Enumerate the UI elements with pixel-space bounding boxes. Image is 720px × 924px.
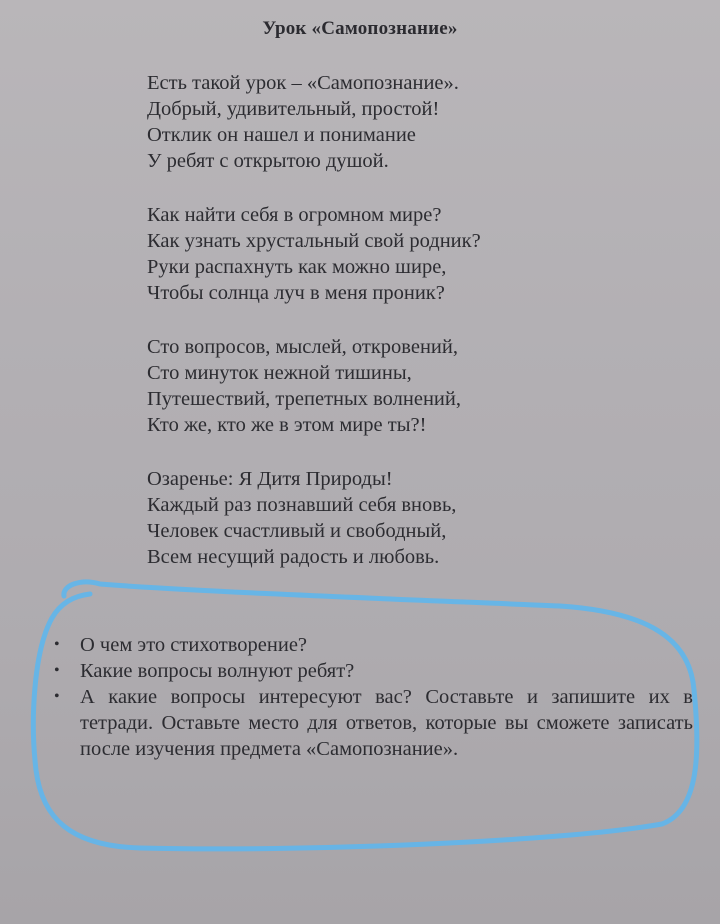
poem-stanza-3: [147, 334, 667, 438]
poem-line: Кто же, кто же в этом мире ты?!: [147, 414, 427, 436]
poem-line: Есть такой урок – «Самопознание».: [147, 72, 459, 94]
poem-line: Человек счастливый и свободный,: [147, 520, 447, 542]
poem: [147, 70, 667, 598]
poem-stanza-2: [147, 202, 667, 306]
question-item: [48, 684, 693, 762]
poem-line: Сто вопросов, мыслей, откровений,: [147, 336, 459, 358]
question-text: О чем это стихотворение?: [80, 634, 308, 656]
poem-line: Путешествий, трепетных волнений,: [147, 388, 461, 410]
poem-line: Чтобы солнца луч в меня проник?: [147, 282, 445, 304]
poem-line: У ребят с открытою душой.: [147, 150, 389, 172]
question-text: Какие вопросы волнуют ребят?: [80, 660, 355, 682]
questions-list: [48, 632, 693, 762]
lesson-title: Урок «Самопознание»: [262, 18, 458, 39]
poem-line: Всем несущий радость и любовь.: [147, 546, 440, 568]
question-item: [48, 658, 693, 684]
poem-line: Как найти себя в огромном мире?: [147, 204, 442, 226]
poem-line: Озаренье: Я Дитя Природы!: [147, 468, 393, 490]
poem-line: Добрый, удивительный, простой!: [147, 98, 440, 120]
bullet-icon: •: [54, 636, 60, 653]
poem-line: Руки распахнуть как можно шире,: [147, 256, 447, 278]
question-text: А какие вопросы интересуют вас? Составьте и запишите их в тетради. Оставьте место для ответов, которые вы сможете записать после изучения предмета «Самопознание».: [80, 686, 693, 760]
poem-line: Отклик он нашел и понимание: [147, 124, 416, 146]
poem-stanza-1: [147, 70, 667, 174]
poem-line: Каждый раз познавший себя вновь,: [147, 494, 457, 516]
poem-line: Как узнать хрустальный свой родник?: [147, 230, 481, 252]
bullet-icon: •: [54, 688, 60, 705]
bullet-icon: •: [54, 662, 60, 679]
poem-stanza-4: [147, 466, 667, 570]
poem-line: Сто минуток нежной тишины,: [147, 362, 412, 384]
question-item: [48, 632, 693, 658]
